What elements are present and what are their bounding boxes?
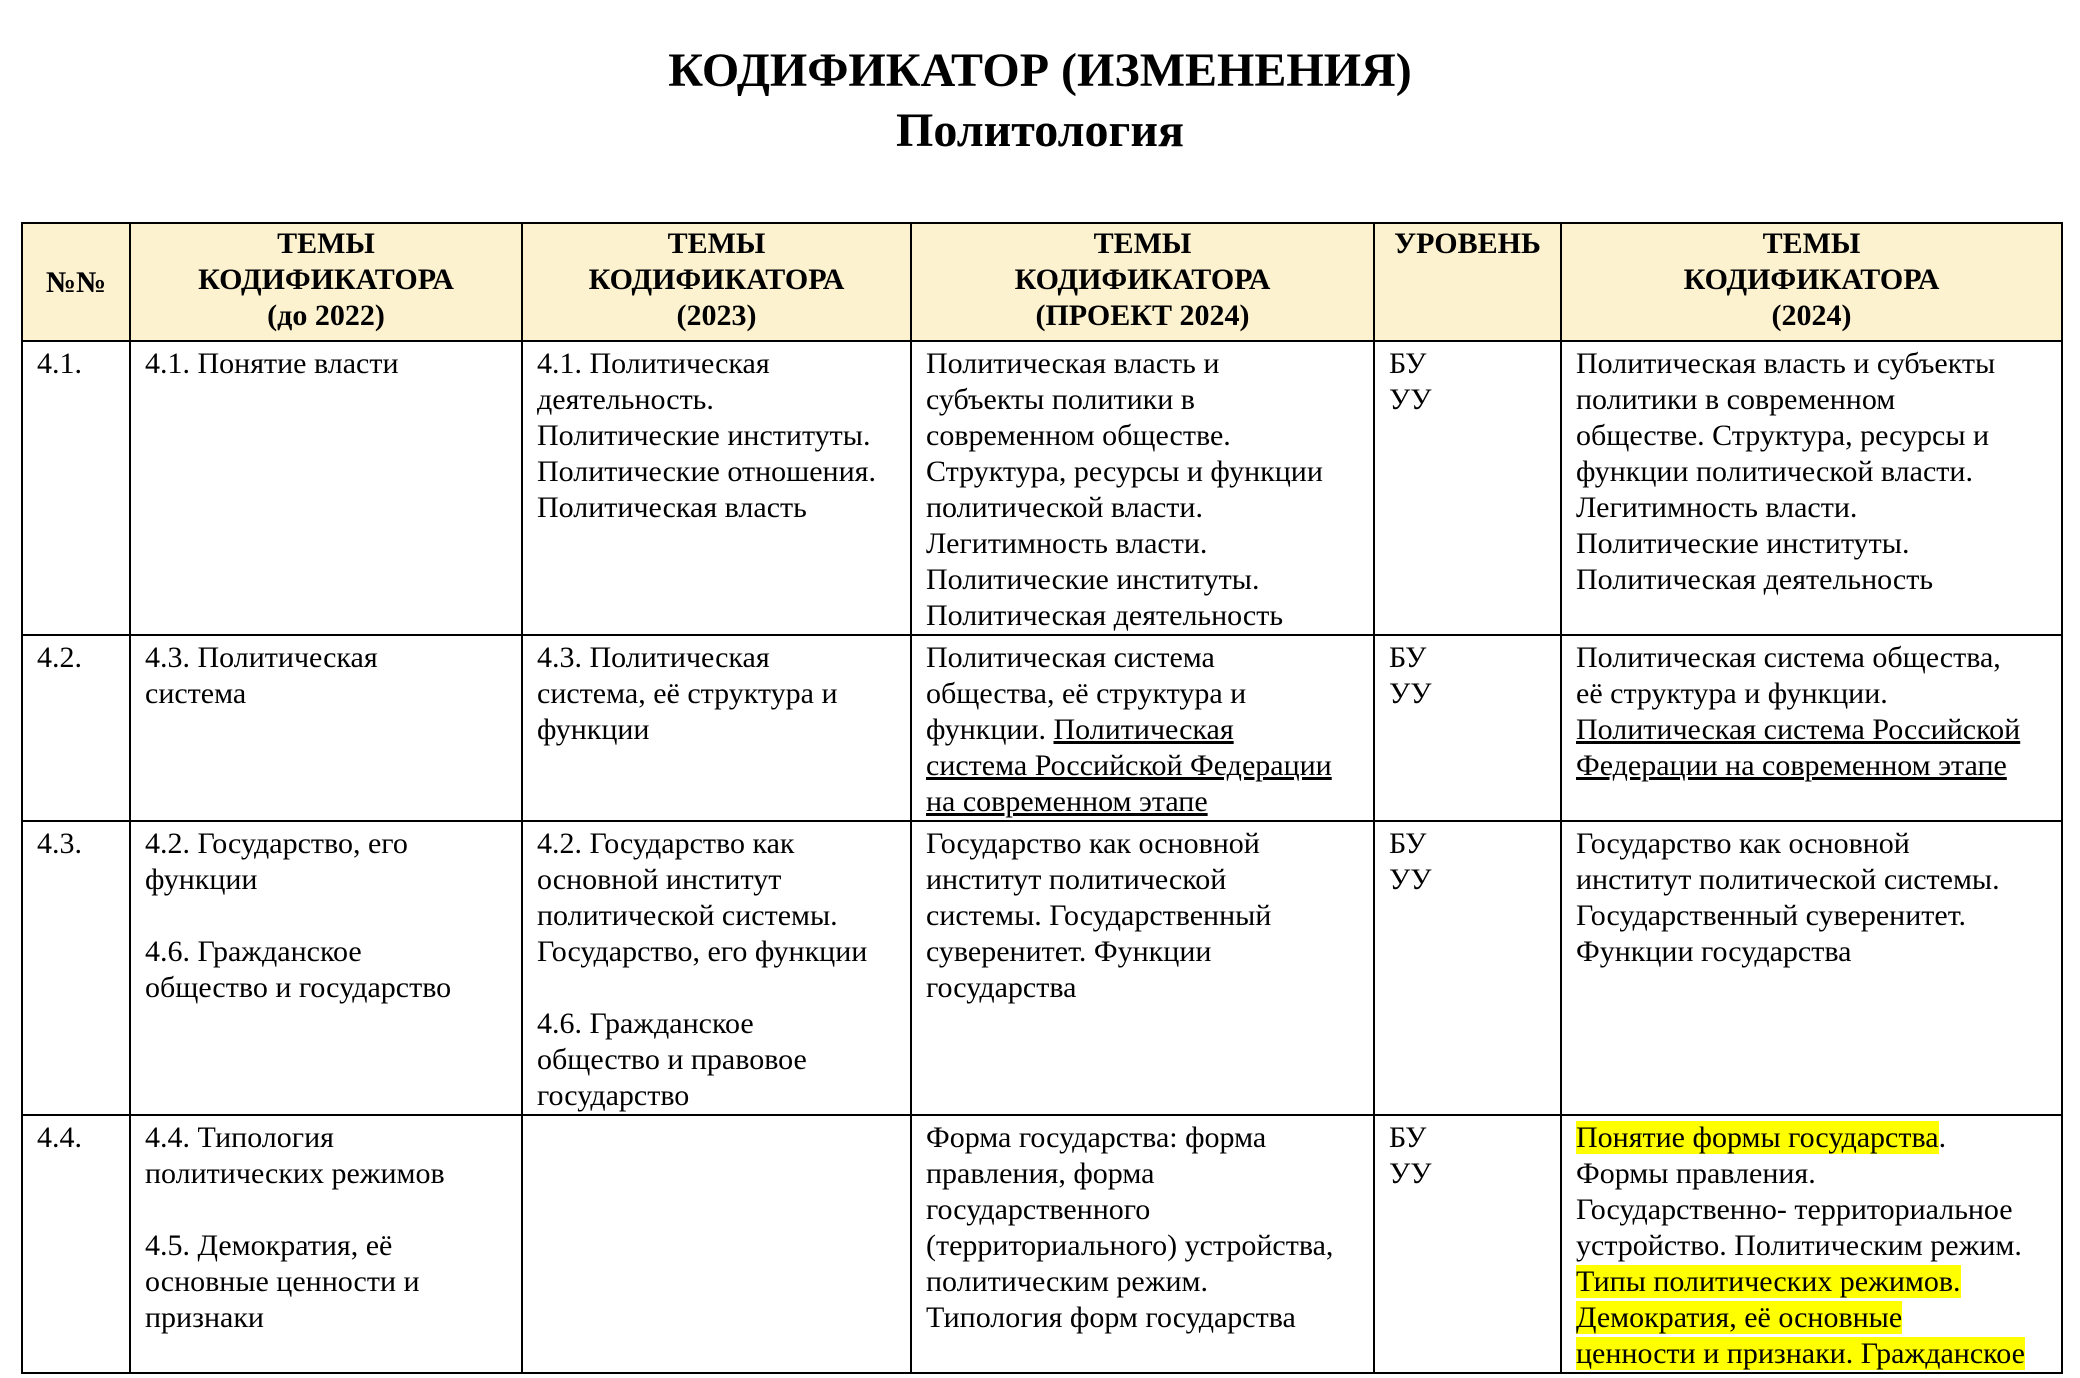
- topic-project-2024: Форма государства: форма правления, форма государственного (территориального) устройства, политическим режим. Типология форм государства: [911, 1115, 1374, 1373]
- underlined-text: Политическая система Российской: [1576, 713, 2021, 746]
- topic-before-2022: 4.4. Типология политических режимов 4.5. Демократия, её основные ценности и признаки: [130, 1115, 522, 1373]
- level: БУ УУ: [1374, 821, 1561, 1115]
- highlighted-text: Понятие формы государства: [1576, 1121, 1939, 1154]
- row-number: 4.3.: [22, 821, 130, 1115]
- topic-2023: [522, 1115, 911, 1373]
- topic-2023: 4.2. Государство как основной институт политической системы. Государство, его функции 4.6. Гражданское общество и правовое государство: [522, 821, 911, 1115]
- level: БУ УУ: [1374, 635, 1561, 821]
- header-topics-2023: ТЕМЫ КОДИФИКАТОРА (2023): [522, 223, 911, 341]
- header-topics-2024: ТЕМЫ КОДИФИКАТОРА (2024): [1561, 223, 2062, 341]
- table-row: [22, 821, 2062, 1115]
- highlighted-text: Демократия, её основные: [1576, 1301, 1903, 1334]
- topic-before-2022: 4.2. Государство, его функции 4.6. Гражданское общество и государство: [130, 821, 522, 1115]
- row-number: 4.4.: [22, 1115, 130, 1373]
- topic-2023: 4.1. Политическая деятельность. Политические институты. Политические отношения. Политическая власть: [522, 341, 911, 635]
- topic-2023: 4.3. Политическая система, её структура и функции: [522, 635, 911, 821]
- topic-2024: Государство как основной институт политической системы. Государственный суверенитет. Функции государства: [1561, 821, 2062, 1115]
- header-topics-before-2022: ТЕМЫ КОДИФИКАТОРА (до 2022): [130, 223, 522, 341]
- table-row: [22, 1115, 2062, 1373]
- table-row: [22, 635, 2062, 821]
- underlined-text: Политическая: [1053, 713, 1234, 746]
- level: БУ УУ: [1374, 1115, 1561, 1373]
- topic-before-2022: 4.1. Понятие власти: [130, 341, 522, 635]
- topic-2024: Политическая власть и субъекты политики в современном обществе. Структура, ресурсы и функции политической власти. Легитимность власти. Политические институты. Политическая деятельность: [1561, 341, 2062, 635]
- document-title: КОДИФИКАТОР (ИЗМЕНЕНИЯ): [668, 44, 1412, 97]
- table-row: [22, 341, 2062, 635]
- topic-2024: Понятие формы государства. Формы правления. Государственно- территориальное устройство. Политическим режим. Типы политических режимов. Демократия, её основные ценности и признаки. Гражданское: [1561, 1115, 2062, 1373]
- row-number: 4.1.: [22, 341, 130, 635]
- table-header-row: [22, 223, 2062, 341]
- header-level: УРОВЕНЬ: [1374, 223, 1561, 341]
- topic-project-2024: Политическая власть и субъекты политики в современном обществе. Структура, ресурсы и функции политической власти. Легитимность власти. Политические институты. Политическая деятельность: [911, 341, 1374, 635]
- level: БУ УУ: [1374, 341, 1561, 635]
- topic-project-2024: Политическая система общества, её структура и функции. Политическая система Российской Федерации на современном этапе: [911, 635, 1374, 821]
- topic-2024: Политическая система общества, её структура и функции. Политическая система Российской Федерации на современном этапе: [1561, 635, 2062, 821]
- codifier-table: [21, 222, 2063, 1374]
- document-subtitle: Политология: [896, 104, 1184, 157]
- highlighted-text: ценности и признаки. Гражданское: [1576, 1337, 2025, 1370]
- underlined-text: Федерации на современном этапе: [1576, 749, 2007, 782]
- highlighted-text: Типы политических режимов.: [1576, 1265, 1961, 1298]
- topic-before-2022: 4.3. Политическая система: [130, 635, 522, 821]
- underlined-text: система Российской Федерации: [926, 749, 1332, 782]
- header-number: №№: [22, 223, 130, 341]
- underlined-text: на современном этапе: [926, 785, 1208, 818]
- topic-project-2024: Государство как основной институт политической системы. Государственный суверенитет. Функции государства: [911, 821, 1374, 1115]
- row-number: 4.2.: [22, 635, 130, 821]
- header-topics-project-2024: ТЕМЫ КОДИФИКАТОРА (ПРОЕКТ 2024): [911, 223, 1374, 341]
